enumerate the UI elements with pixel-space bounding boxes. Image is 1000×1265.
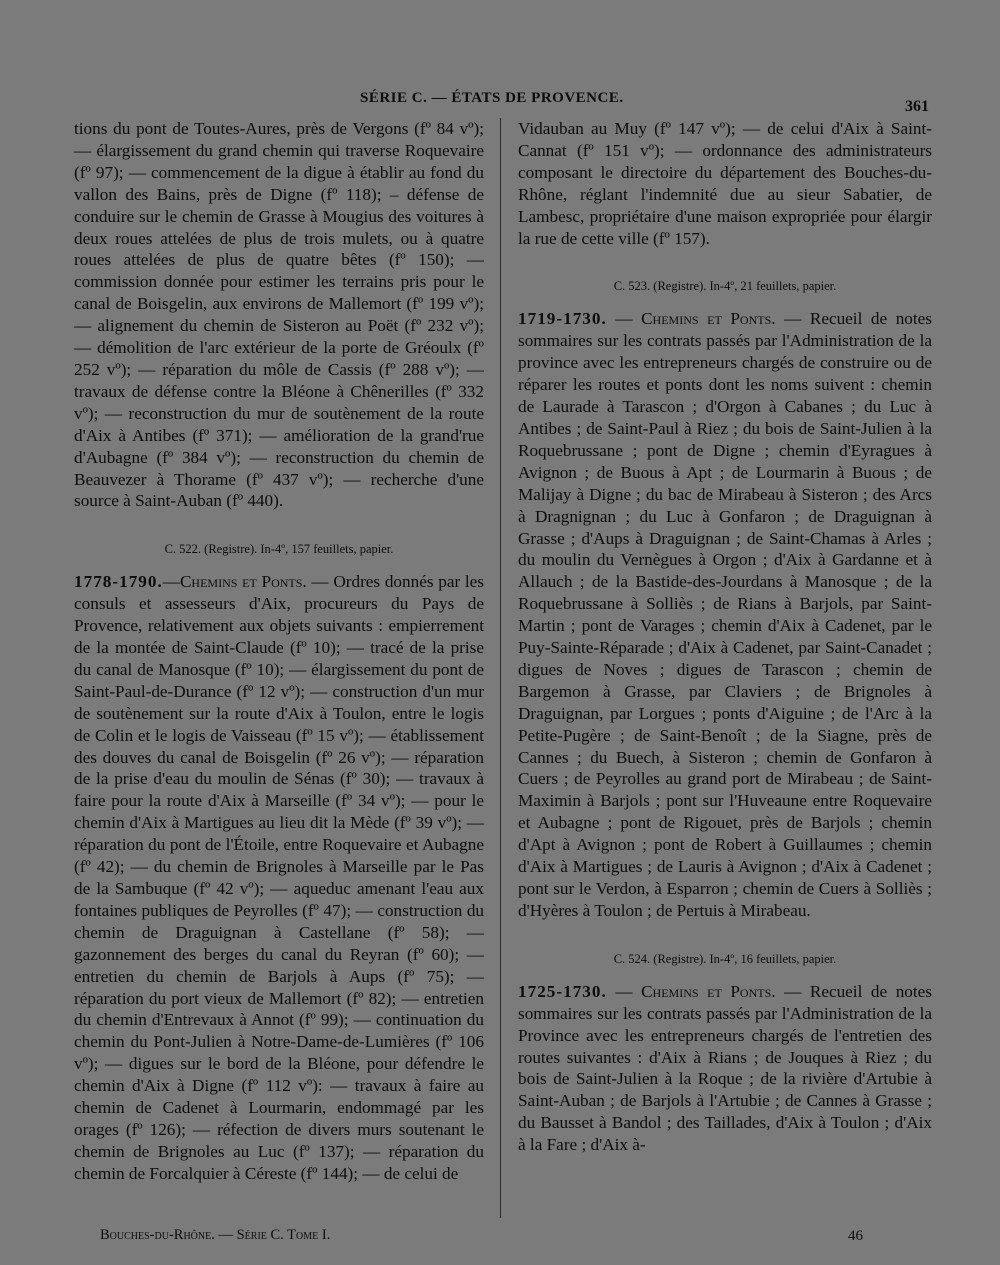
footer-title: Bouches-du-Rhône. — Série C. Tome I. xyxy=(100,1227,331,1243)
entry-date: 1725-1730. xyxy=(518,981,607,1001)
continued-paragraph: Vidauban au Muy (fº 147 vº); — de celui d'Aix à Saint-Cannat (fº 151 vº); — ordonnance des administrateurs composant le directoire du département des Bouches-du-Rhône, réglant l'indemnité due au sieur Sabatier, de Lambesc, propriétaire d'une maison expropriée pour élargir la rue de cette ville (fº 157). xyxy=(518,119,932,248)
entry-text: — Recueil de notes sommaires sur les contrats passés par l'Administration de la Province avec les entrepreneurs chargés de l'entretien des routes suivantes : d'Aix à Rians ; de Jouques à Riez ; du bois de Saint-Julien à la Roque ; de la rivière d'Artubie à Saint-Auban ; de Barjols à l'Artubie ; de Cannes à Grasse ; du Bausset à Bandol ; des Taillades, d'Aix à Toulon ; d'Aix à la Fare ; d'Aix à- xyxy=(518,981,932,1155)
right-column xyxy=(518,118,932,1156)
archive-reference: C. 524. (Registre). In-4º, 16 feuillets, papier. xyxy=(613,951,837,966)
archive-reference: C. 523. (Registre). In-4º, 21 feuillets, papier. xyxy=(613,279,837,294)
continued-paragraph: tions du pont de Toutes-Aures, près de Vergons (fº 84 vº); — élargissement du grand chemin qui traverse Roquevaire (fº 97); — commencement de la digue à établir au fond du vallon des Bains, près de Digne (fº 118); – défense de conduire sur le chemin de Grasse à Mougius des voitures à deux roues attelées de plus de trois mulets, ou à quatre roues attelées de plus de quatre bêtes (fº 150); — commission donnée pour estimer les terrains pris pour le canal de Boisgelin, aux environs de Mallemort (fº 199 vº); — alignement du chemin de Sisteron au Poët (fº 232 vº); — démolition de l'arc extérieur de la porte de Gréoulx (fº 252 vº); — réparation du môle de Cassis (fº 288 vº); — travaux de défense contre la Bléone à Chênerilles (fº 332 vº); — reconstruction du mur de soutènement de la route d'Aix à Antibes (fº 371); — amélioration de la grand'rue d'Aubagne (fº 384 vº); — reconstruction du chemin de Beauvezer à Thorame (fº 437 vº); — recherche d'une source à Saint-Auban (fº 440). xyxy=(74,119,484,511)
entry-paragraph xyxy=(74,571,484,1184)
entry-heading: — Chemins et Ponts. xyxy=(606,309,776,329)
entry-heading: —Chemins et Ponts. xyxy=(162,572,307,592)
entry-date: 1719-1730. xyxy=(518,309,607,329)
archive-reference: C. 522. (Registre). In-4º, 157 feuillets, papier. xyxy=(164,542,394,557)
entry-paragraph xyxy=(518,981,932,1156)
entry-text: — Ordres donnés par les consuls et assesseurs d'Aix, procureurs du Pays de Provence, relativement aux objets suivants : empierrement de la montée de Saint-Claude (fº 10); — tracé de la prise du canal de Manosque (fº 10); — élargissement du pont de Saint-Paul-de-Durance (fº 12 vº); — construction d'un mur de soutènement sur la route d'Aix à Toulon, entre le logis de Colin et le logis de Vaisseau (fº 15 vº); — établissement des douves du canal de Boisgelin (fº 26 vº); — réparation de la prise d'eau du moulin de Sénas (fº 30); — travaux à faire pour la route d'Aix à Marseille (fº 34 vº); — pour le chemin d'Aix à Martigues au lieu dit la Mède (fº 39 vº); — réparation du pont de l'Étoile, entre Roquevaire et Aubagne (fº 42); — du chemin de Brignoles à Marseille par le Pas de la Sambuque (fº 42 vº); — aqueduc amenant l'eau aux fontaines publiques de Peyrolles (fº 47); — construction du chemin de Draguignan à Castellane (fº 58); — gazonnement des berges du canal du Reyran (fº 60); — entretien du chemin de Barjols à Aups (fº 75); — réparation du port vieux de Mallemort (fº 82); — entretien du chemin d'Entrevaux à Annot (fº 99); — continuation du chemin du Pont-Julien à Notre-Dame-de-Lumières (fº 106 vº); — digues sur le bord de la Bléone, pour défendre le chemin d'Aix à Digne (fº 112 vº): — travaux à faire au chemin de Cadenet à Lourmarin, endommagé par les orages (fº 126); — réfection de divers murs soutenant le chemin de Brignoles au Luc (fº 137); — réparation du chemin de Forcalquier à Céreste (fº 144); — de celui de xyxy=(74,572,484,1183)
entry-date: 1778-1790. xyxy=(74,572,163,592)
column-divider xyxy=(500,118,501,1218)
running-header: SÉRIE C. — ÉTATS DE PROVENCE. xyxy=(360,90,624,106)
entry-paragraph xyxy=(518,308,932,921)
entry-heading: — Chemins et Ponts. xyxy=(606,981,776,1001)
left-column xyxy=(74,118,484,1185)
signature-mark: 46 xyxy=(848,1228,863,1244)
entry-text: — Recueil de notes sommaires sur les contrats passés par l'Administration de la province avec les entrepreneurs chargés de construire ou de réparer les routes et ponts dont les noms suivent : chemin de Laurade à Tarascon ; d'Orgon à Cabanes ; du Luc à Antibes ; de Saint-Paul à Riez ; du bois de Saint-Julien à la Roquebrussane ; pont de Digne ; chemin d'Eyragues à Avignon ; de Buous à Apt ; de Lourmarin à Buous ; de Malijay à Digne ; du bac de Mirabeau à Sisteron ; des Arcs à Dragnignan ; du Luc à Gonfaron ; de Draguignan à Grasse ; d'Aups à Draguignan ; de Saint-Chamas à Arles ; du moulin du Vernègues à Orgon ; d'Aix à Gardanne et à Allauch ; de la Bastide-des-Jourdans à Manosque ; de la Roquebrussane à Solliès ; de Rians à Barjols, par Saint-Martin ; pont de Varages ; chemin d'Aix à Cadenet, par le Puy-Sainte-Réparade ; d'Aix à Cadenet, par Saint-Canadet ; digues de Noves ; digues de Tarascon ; chemin de Bargemon à Grasse, par Claviers ; de Brignoles à Draguignan, par Lorgues ; ponts d'Aiguine ; de l'Arc à la Petite-Pugère ; de Saint-Benoît ; de la Siagne, près de Cannes ; du Buech, à Sisteron ; chemin de Gonfaron à Cuers ; de Peyrolles au grand port de Mirabeau ; de Saint-Maximin à Barjols ; pont sur l'Huveaune entre Roquevaire et Aubagne ; pont de Rigouet, près de Barjols ; chemin d'Apt à Avignon ; pont de Robert à Guillaumes ; chemin d'Aix à Martigues ; de Lauris à Avignon ; d'Aix à Cadenet ; pont sur le Verdon, à Esparron ; chemin de Cuers à Solliès ; d'Hyères à Toulon ; de Pertuis à Mirabeau. xyxy=(518,309,932,920)
page-number: 361 xyxy=(905,98,929,115)
